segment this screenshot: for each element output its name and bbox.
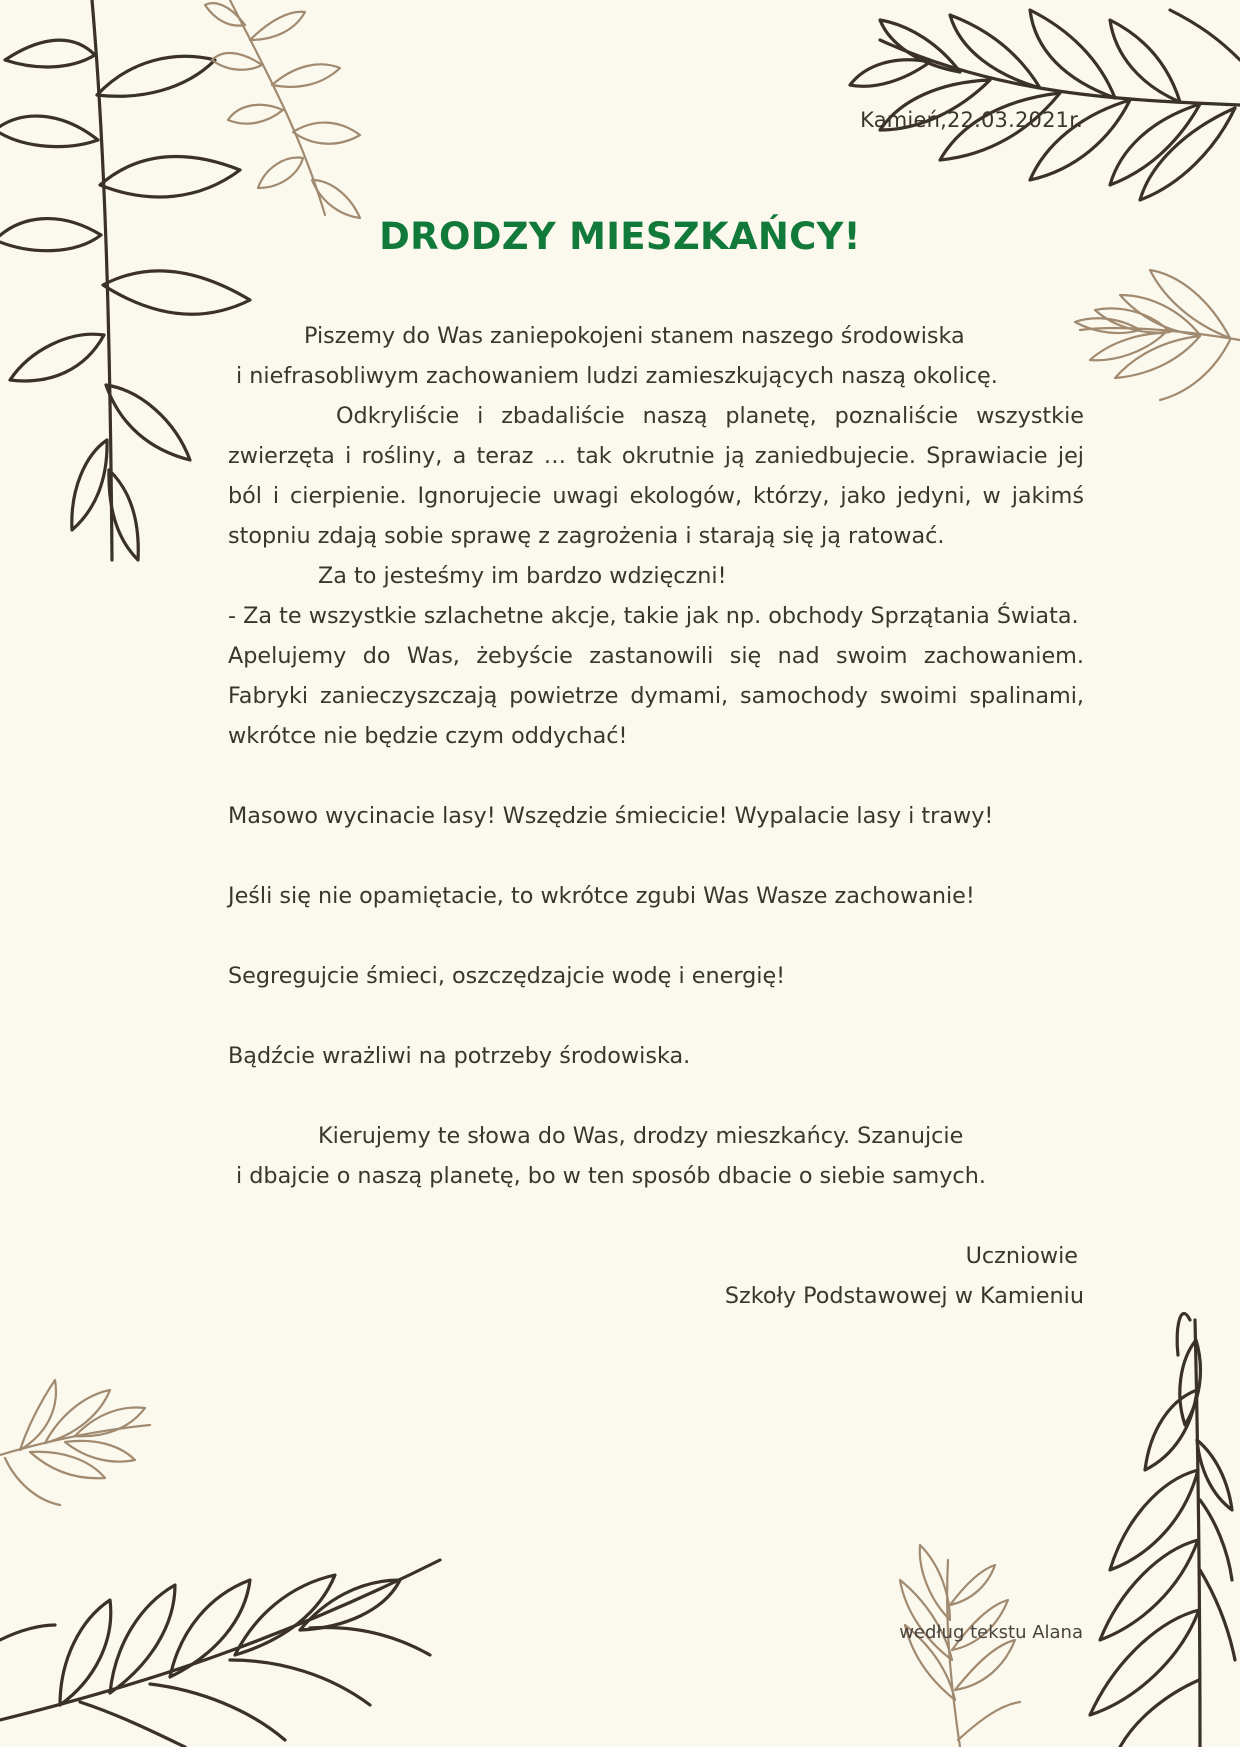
paragraph-warning: Jeśli się nie opamiętacie, to wkrótce zgubi Was Wasze zachowanie! <box>228 883 975 909</box>
right-light-leaf-icon <box>1075 270 1240 400</box>
source-credit: według tekstu Alana <box>899 1622 1083 1643</box>
top-left-light-leaf-icon <box>205 0 360 218</box>
paragraph-closing-line1: Kierujemy te słowa do Was, drodzy mieszkańcy. Szanujcie <box>318 1123 964 1149</box>
bottom-right-light-leaf-icon <box>900 1545 1020 1747</box>
bottom-right-leaf-branch-icon <box>1090 1313 1235 1747</box>
signature <box>228 1236 1084 1316</box>
signature-line2: Szkoły Podstawowej w Kamieniu <box>724 1283 1084 1309</box>
paragraph-intro-line1: Piszemy do Was zaniepokojeni stanem naszego środowiska <box>304 323 965 349</box>
bottom-left-light-leaf-icon <box>0 1380 150 1505</box>
paragraph-gratitude: Za to jesteśmy im bardzo wdzięczni! <box>318 563 727 589</box>
bottom-left-leaf-branch-icon <box>0 1560 440 1747</box>
signature-line1: Uczniowie <box>965 1243 1078 1269</box>
paragraph-segregation: Segregujcie śmieci, oszczędzajcie wodę i energię! <box>228 963 786 989</box>
paragraph-discovery: Odkryliście i zbadaliście naszą planetę, poznaliście wszystkie zwierzęta i rośliny, a teraz … tak okrutnie ją zaniedbujecie. Sprawiacie jej ból i cierpienie. Ignorujecie uwagi ekologów, którzy, jako jedyni, w jakimś stopniu zdają sobie sprawę z zagrożenia i starają się ją ratować. <box>228 403 1084 549</box>
top-left-leaf-branch-icon <box>0 0 250 560</box>
paragraph-appeal: Apelujemy do Was, żebyście zastanowili się nad swoim zachowaniem. Fabryki zanieczyszczają powietrze dymami, samochody swoimi spalinami, wkrótce nie będzie czym oddychać! <box>228 643 1084 749</box>
paragraph-sensitivity: Bądźcie wrażliwi na potrzeby środowiska. <box>228 1043 691 1069</box>
paragraph-intro-line2: i niefrasobliwym zachowaniem ludzi zamieszkujących naszą okolicę. <box>236 363 998 389</box>
letter-body <box>228 316 1084 1316</box>
paragraph-forests: Masowo wycinacie lasy! Wszędzie śmiecicie! Wypalacie lasy i trawy! <box>228 803 994 829</box>
letter-date: Kamień,22.03.2021r. <box>860 108 1083 132</box>
page-title: DRODZY MIESZKAŃCY! <box>379 215 861 258</box>
paragraph-closing-line2: i dbajcie o naszą planetę, bo w ten sposób dbacie o siebie samych. <box>236 1163 986 1189</box>
paragraph-actions: - Za te wszystkie szlachetne akcje, takie jak np. obchody Sprzątania Świata. <box>228 603 1079 629</box>
top-right-leaf-branch-icon <box>850 10 1240 200</box>
